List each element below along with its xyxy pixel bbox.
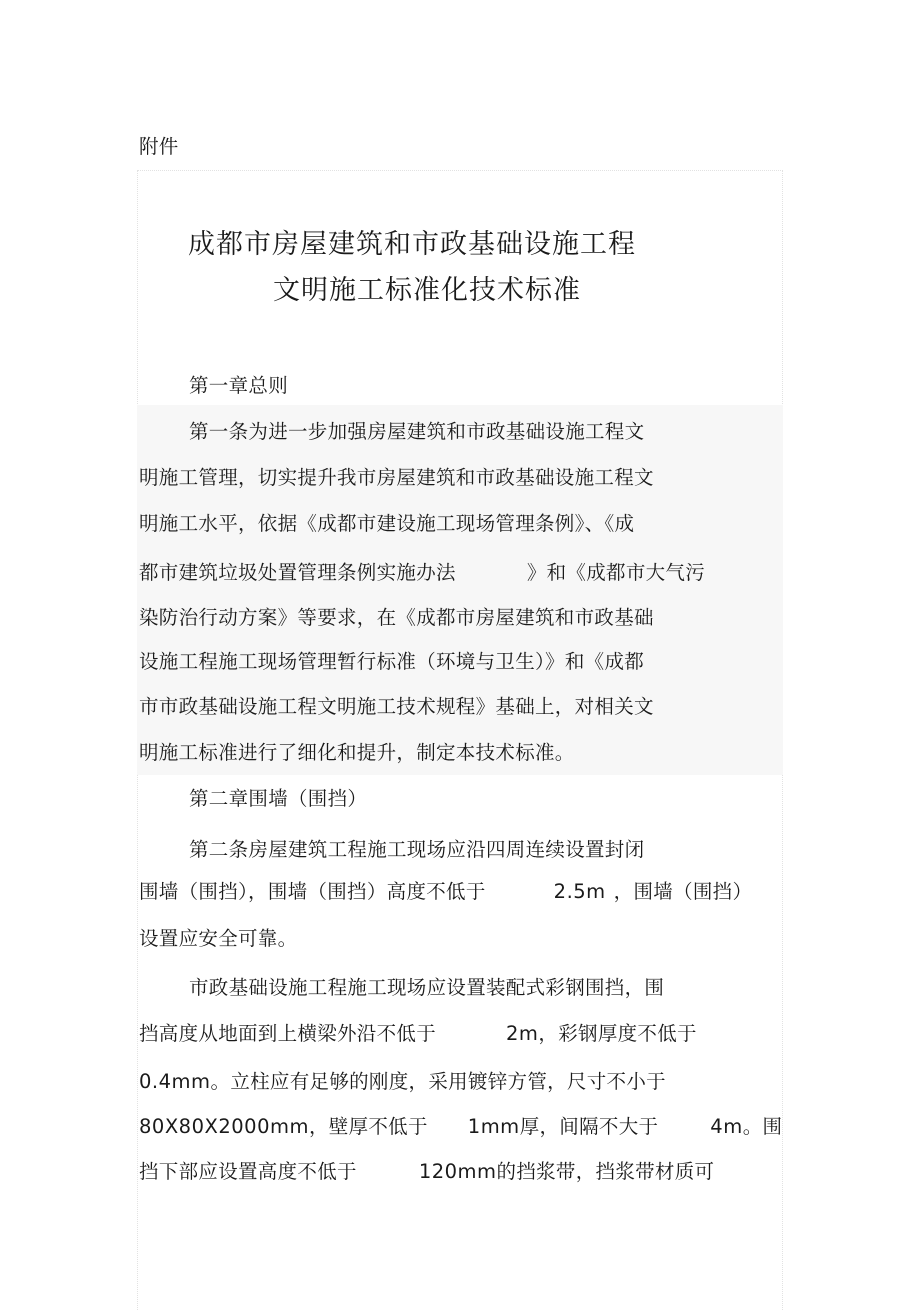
article2-line: 设置应安全可靠。 <box>139 927 298 950</box>
value-wall: 1mm <box>467 1115 520 1138</box>
para3-line <box>139 1111 782 1139</box>
document-title-line2: 文明施工标准化技术标准 <box>273 275 581 306</box>
chapter-heading-1: 第一章总则 <box>189 374 289 397</box>
para3-text: 。围 <box>742 1115 783 1138</box>
article2-line <box>139 876 752 904</box>
chapter-heading-2: 第二章围墙（围挡） <box>189 787 368 810</box>
article1-text: 都市建筑垃圾处置管理条例实施办法 <box>139 561 456 584</box>
para3-text: ，壁厚不低于 <box>308 1115 428 1138</box>
value-height: 2m <box>506 1022 539 1045</box>
para3-line <box>139 1018 697 1046</box>
article1-line: 明施工水平，依据《成都市建设施工现场管理条例》、《成 <box>139 512 635 535</box>
para3-line: 市政基础设施工程施工现场应设置装配式彩钢围挡，围 <box>189 976 665 999</box>
value-belt-height: 120mm <box>418 1160 497 1183</box>
para3-text: 挡下部应设置高度不低于 <box>139 1160 357 1183</box>
article2-text: ，围墙（围挡） <box>613 880 753 903</box>
article1-text: 》和《成都市大气污 <box>526 561 706 584</box>
document-title-line1: 成都市房屋建筑和市政基础设施工程 <box>188 229 636 260</box>
para3-text: ，彩钢厚度不低于 <box>538 1022 697 1045</box>
para3-text: 。立柱应有足够的刚度，采用镀锌方管，尺寸不小于 <box>210 1070 666 1093</box>
para3-text: 挡高度从地面到上横梁外沿不低于 <box>139 1022 437 1045</box>
article1-line: 染防治行动方案》等要求，在《成都市房屋建筑和市政基础 <box>139 606 654 629</box>
article2-line: 第二条房屋建筑工程施工现场应沿四周连续设置封闭 <box>189 838 645 861</box>
value-size: 80X80X2000mm <box>139 1115 309 1138</box>
article1-line: 明施工标准进行了细化和提升，制定本技术标准。 <box>139 741 575 764</box>
article1-line: 明施工管理，切实提升我市房屋建筑和市政基础设施工程文 <box>139 466 654 489</box>
article1-line: 设施工程施工现场管理暂行标准（环境与卫生）》和《成都 <box>139 650 645 673</box>
para3-text: 厚，间隔不大于 <box>519 1115 659 1138</box>
article1-line: 第一条为进一步加强房屋建筑和市政基础设施工程文 <box>189 420 645 443</box>
para3-text: 的挡浆带，挡浆带材质可 <box>496 1160 715 1183</box>
para3-line <box>139 1066 666 1094</box>
article2-text: 围墙（围挡），围墙（围挡）高度不低于 <box>139 880 486 903</box>
article1-line: 市市政基础设施工程文明施工技术规程》基础上，对相关文 <box>139 695 654 718</box>
value-interval: 4m <box>710 1115 743 1138</box>
value-height: 2.5m <box>553 880 606 903</box>
value-thickness: 0.4mm <box>139 1070 211 1093</box>
article1-line <box>139 557 705 585</box>
attachment-label: 附件 <box>139 135 179 158</box>
shaded-band <box>137 405 783 775</box>
para3-line <box>139 1156 714 1184</box>
